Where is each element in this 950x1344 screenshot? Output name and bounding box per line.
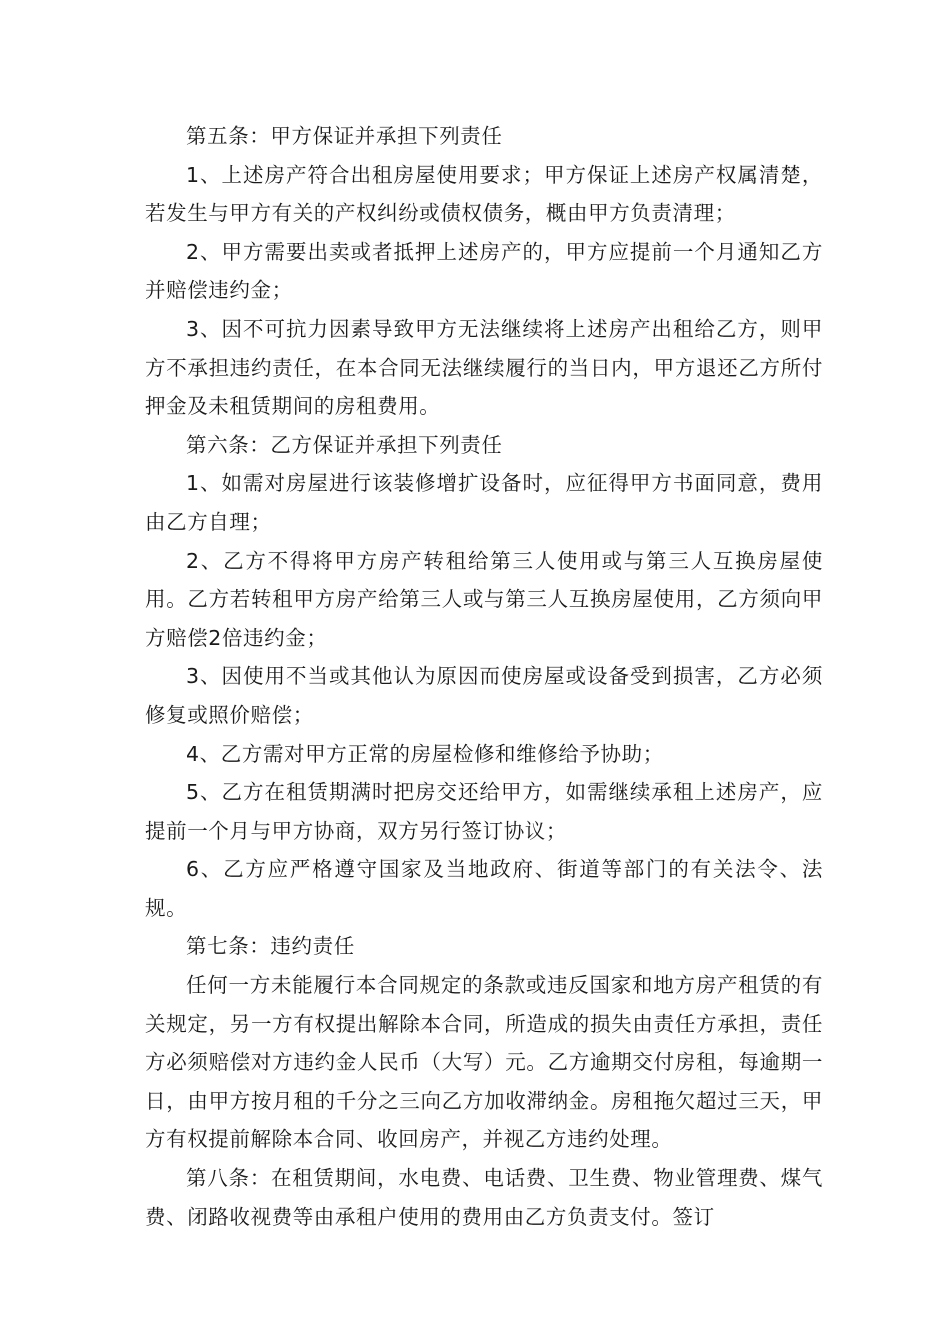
- clause-6-item-1: 1、如需对房屋进行该装修增扩设备时，应征得甲方书面同意，费用由乙方自理；: [145, 471, 823, 534]
- clause-6-item-2: 2、乙方不得将甲方房产转租给第三人使用或与第三人互换房屋使用。乙方若转租甲方房产给第三人或与第三人互换房屋使用，乙方须向甲方赔偿2倍违约金；: [145, 548, 823, 650]
- document-body: [145, 117, 823, 1236]
- clause-5-item-2: 2、甲方需要出卖或者抵押上述房产的，甲方应提前一个月通知乙方并赔偿违约金；: [145, 239, 823, 303]
- clause-5-item-1: 1、上述房产符合出租房屋使用要求；甲方保证上述房产权属清楚，若发生与甲方有关的产权纠纷或债权债务，概由甲方负责清理；: [145, 162, 823, 226]
- clause-6-item-3: 3、因使用不当或其他认为原因而使房屋或设备受到损害，乙方必须修复或照价赔偿；: [145, 664, 823, 727]
- clause-6-heading: 第六条：乙方保证并承担下列责任: [186, 432, 503, 457]
- clause-7-heading: 第七条：违约责任: [186, 934, 355, 959]
- clause-6-item-4: 4、乙方需对甲方正常的房屋检修和维修给予协助；: [186, 741, 664, 766]
- clause-5-item-3: 3、因不可抗力因素导致甲方无法继续将上述房产出租给乙方，则甲方不承担违约责任，在本合同无法继续履行的当日内，甲方退还乙方所付押金及未租赁期间的房租费用。: [145, 316, 823, 419]
- clause-8-body: 第八条：在租赁期间，水电费、电话费、卫生费、物业管理费、煤气费、闭路收视费等由承租户使用的费用由乙方负责支付。签订: [145, 1166, 823, 1229]
- clause-6-item-6: 6、乙方应严格遵守国家及当地政府、街道等部门的有关法令、法规。: [145, 857, 823, 920]
- clause-6-item-5: 5、乙方在租赁期满时把房交还给甲方，如需继续承租上述房产，应提前一个月与甲方协商，双方另行签订协议；: [145, 780, 823, 843]
- clause-5-heading: 第五条：甲方保证并承担下列责任: [186, 124, 503, 148]
- clause-7-body: 任何一方未能履行本合同规定的条款或违反国家和地方房产租赁的有关规定，另一方有权提出解除本合同，所造成的损失由责任方承担，责任方必须赔偿对方违约金人民币（大写）元。乙方逾期交付房租，每逾期一日，由甲方按月租的千分之三向乙方加收滞纳金。房租拖欠超过三天，甲方有权提前解除本合同、收回房产，并视乙方违约处理。: [145, 973, 823, 1152]
